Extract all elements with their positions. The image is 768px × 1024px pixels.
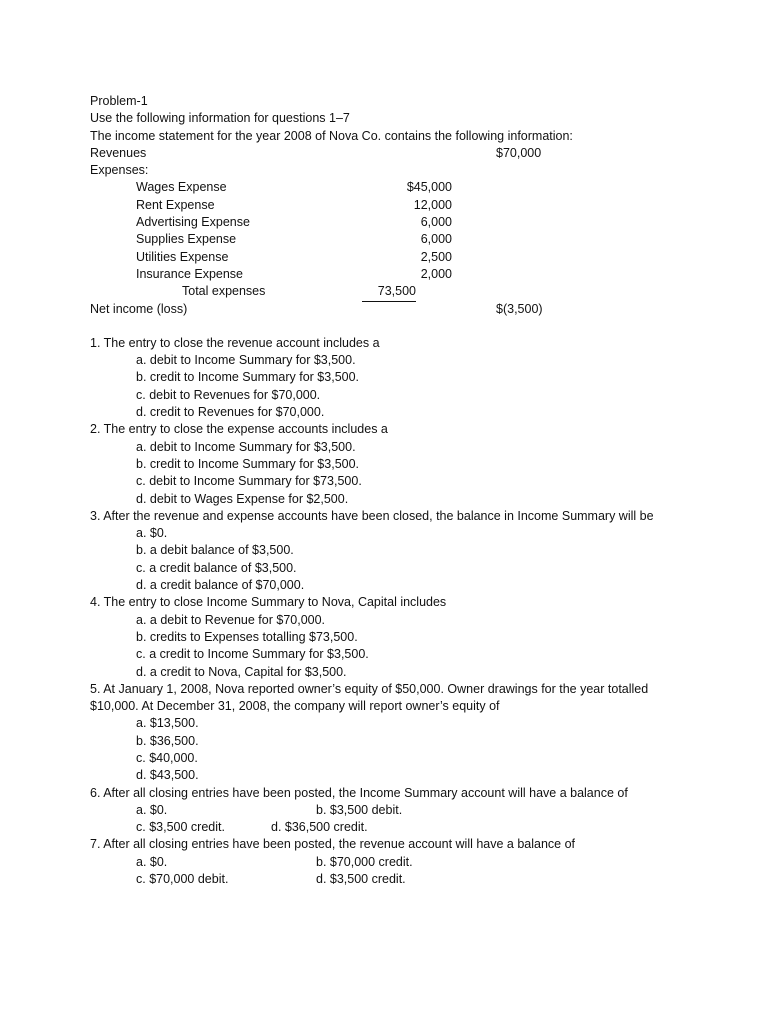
answer-option: c. a credit to Income Summary for $3,500. [136,647,369,662]
expense-value: 6,000 [420,232,452,247]
question-text: 1. The entry to close the revenue account includes a [90,335,380,350]
answer-option: d. $36,500 credit. [271,820,368,835]
question-text: 4. The entry to close Income Summary to Nova, Capital includes [90,595,447,610]
answer-option: b. $70,000 credit. [316,854,413,869]
answer-option: b. credit to Income Summary for $3,500. [136,456,360,471]
total-expenses-label: Total expenses [182,284,266,299]
expense-value: 6,000 [420,215,452,230]
answer-option: c. $40,000. [136,750,198,765]
question-text-continued: $10,000. At December 31, 2008, the company will report owner’s equity of [90,699,500,714]
answer-options-row [90,802,690,819]
question-text: 2. The entry to close the expense accounts includes a [90,422,388,437]
answer-option: a. $0. [136,526,168,541]
expense-value: 2,500 [420,249,452,264]
expense-label: Insurance Expense [136,266,244,281]
answer-option: c. $70,000 debit. [136,872,229,887]
answer-option: c. $3,500 credit. [136,820,225,835]
answer-option: d. a credit to Nova, Capital for $3,500. [136,664,347,679]
expense-row [90,249,690,266]
expense-label: Utilities Expense [136,249,229,264]
question-text: 7. After all closing entries have been posted, the revenue account will have a balance of [90,837,576,852]
answer-option: b. credits to Expenses totalling $73,500. [136,629,358,644]
answer-option: d. debit to Wages Expense for $2,500. [136,491,349,506]
answer-option: d. $3,500 credit. [316,872,406,887]
answer-option: b. $36,500. [136,733,199,748]
answer-option: a. debit to Income Summary for $3,500. [136,353,356,368]
expenses-label: Expenses: [90,163,149,178]
answer-option: a. a debit to Revenue for $70,000. [136,612,326,627]
total-expenses-value: 73,500 [362,283,416,301]
expense-row [90,197,690,214]
net-income-row [90,301,690,318]
revenues-label: Revenues [90,145,147,160]
answer-option: c. a credit balance of $3,500. [136,560,297,575]
expense-value: 2,000 [420,266,452,281]
question-text: 3. After the revenue and expense accounts have been closed, the balance in Income Summary will be [90,508,654,523]
expense-label: Wages Expense [136,180,227,195]
net-income-value: $(3,500) [496,301,543,316]
answer-option: b. a debit balance of $3,500. [136,543,294,558]
question-text: 5. At January 1, 2008, Nova reported owner’s equity of $50,000. Owner drawings for the year totalled [90,681,649,696]
question-text: 6. After all closing entries have been posted, the Income Summary account will have a balance of [90,785,628,800]
revenues-value: $70,000 [496,145,542,160]
net-income-label: Net income (loss) [90,301,188,316]
expense-label: Advertising Expense [136,215,250,230]
expense-value: 12,000 [413,197,452,212]
answer-option: b. $3,500 debit. [316,802,403,817]
answer-option: d. a credit balance of $70,000. [136,578,305,593]
answer-option: a. $0. [136,854,168,869]
answer-option: a. debit to Income Summary for $3,500. [136,439,356,454]
answer-option: b. credit to Income Summary for $3,500. [136,370,360,385]
statement-text: The income statement for the year 2008 of Nova Co. contains the following information: [90,128,573,143]
expense-row [90,231,690,248]
answer-options-row [90,854,690,871]
intro-text: Use the following information for questions 1–7 [90,111,350,126]
expense-row [90,266,690,283]
expense-row [90,179,690,196]
total-expenses-row [90,283,690,300]
expense-value: $45,000 [406,180,452,195]
answer-options-row [90,871,690,888]
answer-option: a. $0. [136,802,168,817]
spacer [90,318,690,335]
answer-options-row [90,819,690,836]
answer-option: d. credit to Revenues for $70,000. [136,405,325,420]
expense-row [90,214,690,231]
answer-option: a. $13,500. [136,716,199,731]
problem-title: Problem-1 [90,94,148,108]
answer-option: c. debit to Income Summary for $73,500. [136,474,362,489]
expense-label: Rent Expense [136,197,215,212]
document [90,93,690,888]
revenues-row [90,145,690,162]
answer-option: d. $43,500. [136,768,199,783]
expense-label: Supplies Expense [136,232,237,247]
answer-option: c. debit to Revenues for $70,000. [136,387,321,402]
